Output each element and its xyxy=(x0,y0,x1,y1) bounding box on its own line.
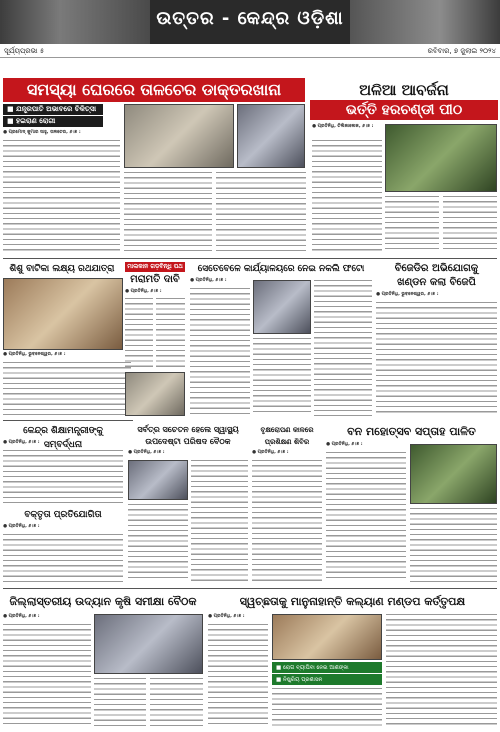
story1-photo-ward xyxy=(237,104,305,168)
story4-photo-rathayatra xyxy=(3,278,123,350)
story12-body-col2 xyxy=(94,678,146,728)
story13-bullet-2: ■ ନିଷ୍କ୍ରିୟ ପ୍ରଶାସନ xyxy=(272,674,382,685)
story10-headline-line2: ପ୍ରଶିକ୍ଷଣ ଶିବିର xyxy=(264,438,310,446)
story6-body xyxy=(376,302,497,416)
story5-headline: ସେତେବେଳେ କାର୍ଯ୍ୟାଳୟରେ ନେଇ ନକଲି ଫଟୋ xyxy=(197,264,365,274)
page-date-strip xyxy=(0,44,500,58)
story12-headline: ଜିଲ୍ଲାସ୍ତରୀୟ ଉଦ୍ୟାନ କୃଷି ସମୀକ୍ଷା ବୈଠକ xyxy=(9,595,197,608)
masthead-photo-left xyxy=(0,0,150,44)
story2-body-col3 xyxy=(443,196,497,252)
story11-headline: ବନ ମହୋତ୍ସବ ସପ୍ତାହ ପାଳିତ xyxy=(347,425,476,438)
story2-headline-line1: ଅଳିଆ ଆବର୍ଜନା xyxy=(359,81,449,99)
story9-headline-line2: ଉପଦେଷ୍ଟା ପରିଷଦ ବୈଠକ xyxy=(145,437,231,446)
story9-body-col2 xyxy=(191,460,248,582)
story3-dateline: ● ପ୍ରତିନିଧି, ୬।୭ : xyxy=(125,289,162,294)
story11-dateline: ● ପ୍ରତିନିଧି, ୬।୭ : xyxy=(326,442,363,447)
story1-dateline: ● ପ୍ରମୋଦ୍ କୁମାର ସାହୁ, ତାଳଚେର, ୬।୭ : xyxy=(3,130,81,135)
story9-body-col1 xyxy=(128,504,188,582)
story13-body-col2 xyxy=(272,688,382,728)
story3-kicker: ମାଲକାନ ଗଡ଼ବିନ୍ଧି ପଥ xyxy=(125,262,185,272)
story10-headline-line1: ବୃକ୍ଷରୋପଣ କାଳରେ xyxy=(260,426,314,434)
story9-dateline: ● ପ୍ରତିନିଧି, ୬।୭ : xyxy=(128,450,165,455)
page-date: ରବିବାର, ୭ ଜୁଲାଇ ୨୦୨୪ xyxy=(427,47,496,55)
story13-dateline: ● ପ୍ରତିନିଧି, ୬।୭ : xyxy=(208,614,245,619)
story7-headline: କେନ୍ଦ୍ର ଶିକ୍ଷାମନ୍ତ୍ରୀଙ୍କୁ ସମ୍ବର୍ଦ୍ଧନା xyxy=(23,426,103,450)
story11-body-col2 xyxy=(410,508,497,582)
story1-body-col2 xyxy=(124,172,212,252)
story1-bullet-2: ■ ହଇରାଣ ରୋଗୀ xyxy=(3,116,103,127)
story5-body-col1 xyxy=(190,288,250,416)
story5-body-col2 xyxy=(253,338,311,416)
story2-body-col2 xyxy=(385,196,439,252)
story12-dateline: ● ପ୍ରତିନିଧି, ୬।୭ : xyxy=(3,614,40,619)
divider-row1 xyxy=(3,258,497,259)
story8-headline: ବକ୍ତୃତା ପ୍ରତିଯୋଗିତା xyxy=(24,510,102,520)
story1-bullet-1: ■ ଯନ୍ତ୍ରପାତି ଅଭାବରେ ଚିକିତ୍ସା xyxy=(3,104,103,115)
masthead-banner xyxy=(0,0,500,44)
story11-body-col1 xyxy=(326,452,406,582)
story10-body xyxy=(252,460,322,582)
story3-body-col1 xyxy=(125,298,153,370)
story2-body-col1 xyxy=(312,140,382,252)
story4-dateline: ● ପ୍ରତିନିଧି, ଭୁବନେଶ୍ୱର, ୬।୭ : xyxy=(3,352,66,357)
story13-headline: ସ୍ୱଚ୍ଛତାକୁ ମାନୁନାହାନ୍ତି କଲ୍ୟାଣ ମଣ୍ଡପ କର୍ତ୍ତୃପକ୍ଷ xyxy=(239,595,466,608)
section-title: ଉତ୍ତର - କେନ୍ଦ୍ର ଓଡ଼ିଶା xyxy=(156,8,344,29)
story9-photo-meeting xyxy=(128,460,188,500)
story3-headline: ମରାମତି ଦାବି xyxy=(130,274,180,285)
story10-dateline: ● ପ୍ରତିନିଧି, ୬।୭ : xyxy=(252,450,289,455)
story13-body-col1 xyxy=(208,624,268,728)
story1-body-col3 xyxy=(216,172,306,252)
story6-headline-line1: ବିଜେଡିର ଅଭିଯୋଗକୁ xyxy=(394,263,479,274)
story5-photo-office xyxy=(253,280,311,334)
story11-photo-plantation xyxy=(410,444,497,504)
story5-dateline: ● ପ୍ରତିନିଧି, ୬।୭ : xyxy=(190,278,227,283)
story12-photo-meeting xyxy=(94,614,203,674)
story2-dateline: ● ପ୍ରତିନିଧି, ଚିଲିକାଲେକ, ୬।୭ : xyxy=(312,124,374,129)
story2-headline-line2: ଭର୍ତ୍ତି ହରଚଣ୍ଡୀ ପୀଠ xyxy=(310,100,498,120)
story5-body-col3 xyxy=(314,280,372,416)
story12-body-col3 xyxy=(150,678,203,728)
story13-body-col3 xyxy=(386,614,497,728)
story7-body xyxy=(3,450,123,504)
story2-photo-garbage xyxy=(385,124,497,192)
divider-row3 xyxy=(3,588,497,589)
story9-headline-line1: ସର୍ବତ୍ର ସଚେତନ ହେଲେ ସ୍ୱାସ୍ଥ୍ୟ xyxy=(137,425,239,434)
story13-photo-mandap xyxy=(272,614,382,660)
story4-headline: ଶିଶୁ ବାଟିକା ଲକ୍ଷ୍ୟ ରଥଯାତ୍ରା xyxy=(9,264,115,274)
divider-left-1 xyxy=(3,420,133,421)
story1-body-col1 xyxy=(3,140,120,252)
story6-headline-line2: ଖଣ୍ଡନ କଲା ବିଜେପି xyxy=(397,277,476,288)
story12-body-col1 xyxy=(3,624,91,728)
story6-dateline: ● ପ୍ରତିନିଧି, ଭୁବନେଶ୍ୱର, ୬।୭ : xyxy=(376,292,439,297)
story1-headline: ସମସ୍ୟା ଘେରରେ ତାଳଚେର ଡାକ୍ତରଖାନା xyxy=(3,78,305,102)
story7-dateline: ● ପ୍ରତିନିଧି, ୬।୭ : xyxy=(3,440,40,445)
story1-photo-hospital xyxy=(124,104,234,168)
story3-photo-road xyxy=(125,372,185,416)
story4-body xyxy=(3,362,131,416)
masthead-photo-right xyxy=(350,0,500,44)
story8-body xyxy=(3,534,123,582)
story8-dateline: ● ପ୍ରତିନିଧି, ୬।୭ : xyxy=(3,524,40,529)
story3-body-col2 xyxy=(156,298,185,370)
story13-bullet-1: ■ ରୋଗ ବ୍ୟାପିବା ନେଇ ଆଶଙ୍କା xyxy=(272,662,382,673)
page-folio: ସୂର୍ଯ୍ୟପ୍ରଭା ୫ xyxy=(4,47,45,55)
